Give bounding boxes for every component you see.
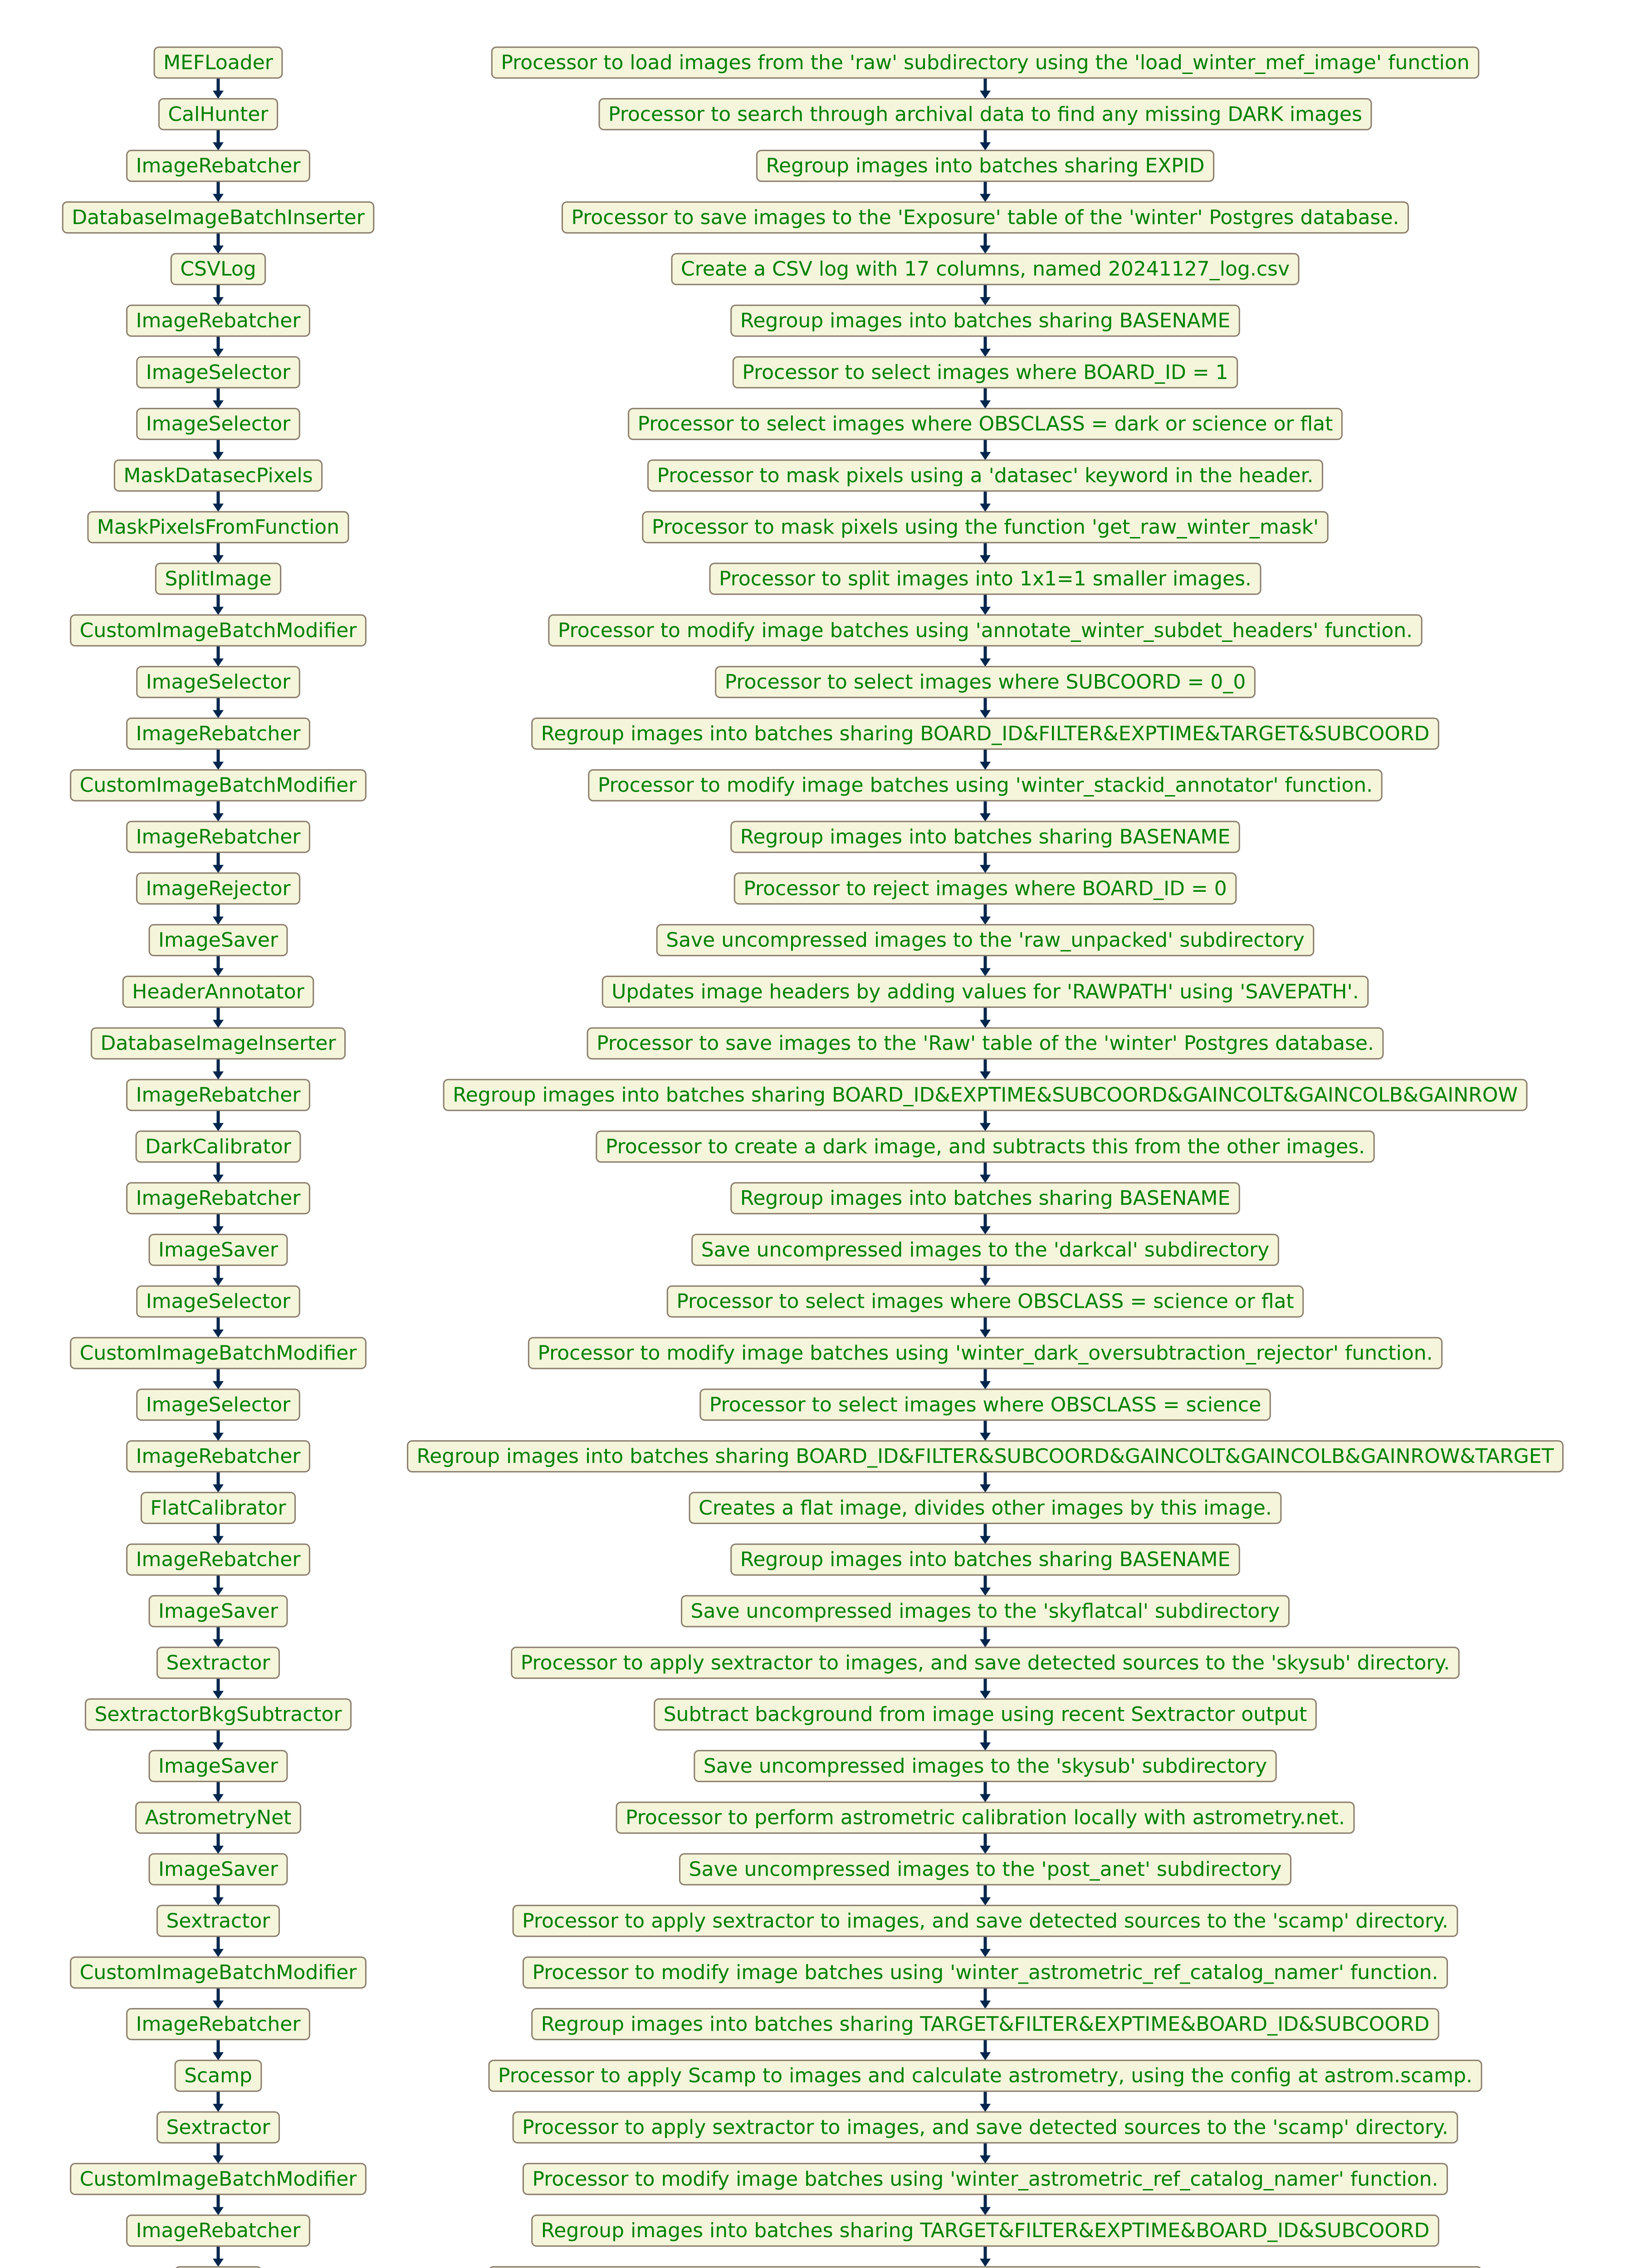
flow-arrow-right (980, 543, 991, 563)
step-description-box (444, 1080, 1527, 1110)
flow-arrow-left (213, 543, 224, 563)
flow-arrow-right (980, 1472, 991, 1493)
step-description-box-label: Processor to select images where OBSCLASS = science (709, 1393, 1261, 1417)
step-name-box-label: ImageSelector (146, 361, 291, 384)
step-name-box (149, 1234, 287, 1265)
flow-arrow-left (213, 1885, 224, 1906)
step-name-box (136, 1802, 301, 1833)
step-description-box-label: Processor to modify image batches using 'annotate_winter_subdet_headers' function. (557, 619, 1413, 642)
step-description-box (549, 615, 1422, 646)
step-description-box (532, 718, 1439, 749)
flow-arrow-right (980, 2039, 991, 2060)
step-description-box-label: Regroup images into batches sharing BOARD_ID&EXPTIME&SUBCOORD&GAINCOLT&GAINCOLB&GAINROW (453, 1083, 1518, 1107)
step-description-box-label: Subtract background from image using recent Sextractor output (663, 1703, 1307, 1726)
step-description-box (731, 821, 1240, 852)
flow-arrow-right (980, 1420, 991, 1441)
step-description-box (602, 976, 1368, 1007)
step-name-box-label: ImageRebatcher (136, 2219, 301, 2243)
step-name-box (171, 254, 265, 284)
step-description-box (562, 202, 1408, 233)
step-name-box (137, 1286, 300, 1317)
step-description-box-label: Processor to apply sextractor to images, and save detected sources to the 'scamp' directory. (522, 1909, 1448, 1933)
flow-arrow-left (213, 440, 224, 460)
step-description-box-label: Processor to modify image batches using 'winter_astrometric_ref_catalog_namer' function. (532, 1961, 1438, 1984)
step-description-box (648, 460, 1323, 491)
flow-arrow-left (213, 1833, 224, 1854)
step-name-box (154, 47, 282, 78)
step-description-box (587, 1028, 1383, 1059)
flow-arrow-left (213, 336, 224, 357)
step-name-box-label: MEFLoader (163, 51, 273, 74)
flow-arrow-right (980, 130, 991, 151)
flow-arrow-right (980, 181, 991, 202)
step-name-box-label: ImageSelector (146, 412, 291, 436)
flow-arrow-left (213, 852, 224, 873)
step-description-box-label: Processor to apply sextractor to images, and save detected sources to the 'skysub' directory. (520, 1651, 1450, 1675)
flow-arrow-left (213, 1472, 224, 1493)
flow-arrow-right (980, 698, 991, 719)
step-description-box-label: Regroup images into batches sharing BASENAME (740, 1548, 1231, 1571)
step-description-box-label: Processor to reject images where BOARD_ID = 0 (743, 877, 1227, 900)
flow-arrow-right (980, 1781, 991, 1802)
step-name-box-label: ImageRebatcher (136, 1083, 301, 1107)
step-name-box (149, 1596, 287, 1627)
step-description-box (682, 1596, 1289, 1627)
step-description-box (731, 305, 1240, 336)
step-description-box (757, 151, 1213, 181)
step-name-box (137, 873, 299, 904)
flow-arrow-left (213, 1317, 224, 1338)
step-name-box-label: CustomImageBatchModifier (79, 773, 357, 797)
flow-arrow-right (980, 2091, 991, 2112)
step-description-box (513, 2112, 1457, 2143)
step-description-box (523, 2164, 1447, 2195)
flow-arrow-left (213, 1575, 224, 1596)
flow-arrow-left (213, 1936, 224, 1957)
flow-arrow-right (980, 646, 991, 667)
step-description-box-label: Processor to save images to the 'Raw' table of the 'winter' Postgres database. (596, 1031, 1374, 1055)
flow-arrow-left (213, 1781, 224, 1802)
step-description-box-label: Regroup images into batches sharing BOARD_ID&FILTER&EXPTIME&TARGET&SUBCOORD (541, 722, 1430, 745)
flow-arrow-right (980, 491, 991, 512)
step-name-box (127, 2009, 310, 2039)
step-description-box (734, 873, 1236, 904)
step-name-box (149, 1750, 287, 1781)
step-name-box (137, 667, 300, 698)
step-name-box-label: Scamp (184, 2064, 252, 2087)
step-description-box (667, 1286, 1303, 1317)
step-name-box (159, 99, 277, 130)
step-description-box (733, 357, 1237, 388)
step-name-box (141, 1492, 295, 1523)
step-name-box (114, 460, 322, 491)
step-name-box-label: CSVLog (180, 257, 256, 281)
flow-arrow-left (213, 1162, 224, 1183)
flow-arrow-left (213, 2195, 224, 2215)
flow-arrow-left (213, 78, 224, 99)
step-name-box-label: ImageRebatcher (136, 154, 301, 178)
flow-arrow-right (980, 852, 991, 873)
step-description-box-label: Create a CSV log with 17 columns, named 20241127_log.csv (681, 257, 1290, 281)
flow-arrow-left (213, 1110, 224, 1131)
flow-arrow-left (213, 2039, 224, 2060)
step-description-box-label: Processor to save images to the 'Exposure' table of the 'winter' Postgres database. (571, 205, 1399, 229)
step-description-box (532, 2215, 1439, 2246)
step-description-box-label: Processor to create a dark image, and subtracts this from the other images. (605, 1135, 1365, 1158)
flow-arrow-right (980, 78, 991, 99)
step-description-box-label: Processor to load images from the 'raw' subdirectory using the 'load_winter_mef_image' function (501, 51, 1470, 74)
step-name-box (123, 976, 313, 1007)
step-description-box-label: Save uncompressed images to the 'raw_unpacked' subdirectory (666, 929, 1305, 952)
step-description-box (492, 47, 1478, 78)
step-name-box-label: Sextractor (166, 2116, 270, 2139)
flow-arrow-right (980, 1523, 991, 1544)
step-name-box-label: ImageRebatcher (136, 2012, 301, 2036)
step-name-box (157, 1647, 279, 1678)
step-description-box-label: Processor to mask pixels using a 'datasec' keyword in the header. (657, 464, 1314, 487)
flow-arrow-left (213, 1007, 224, 1028)
flow-arrow-left (213, 904, 224, 925)
step-name-box (88, 512, 348, 543)
flow-arrow-right (980, 749, 991, 770)
step-description-box (689, 1492, 1281, 1523)
flow-arrow-right (980, 233, 991, 254)
flow-arrow-left (213, 1214, 224, 1235)
flow-arrow-left (213, 1988, 224, 2009)
step-name-box-label: ImageSaver (158, 1857, 278, 1881)
flow-arrow-left (213, 388, 224, 409)
flow-arrow-right (980, 1833, 991, 1854)
step-name-box (127, 1441, 310, 1472)
flow-arrow-left (213, 2091, 224, 2112)
flow-arrow-right (980, 1730, 991, 1751)
step-description-box-label: Regroup images into batches sharing BOARD_ID&FILTER&SUBCOORD&GAINCOLT&GAINCOLB&GAINROW&TARGET (416, 1445, 1554, 1468)
step-description-box (731, 1544, 1240, 1575)
flow-arrow-right (980, 2195, 991, 2215)
step-name-box-label: ImageSaver (158, 1599, 278, 1623)
step-description-box-label: Processor to select images where OBSCLASS = science or flat (676, 1290, 1294, 1313)
step-description-box (512, 1647, 1459, 1678)
step-name-box (127, 2215, 310, 2246)
step-description-box-label: Processor to select images where BOARD_ID = 1 (742, 361, 1228, 384)
step-description-box-label: Save uncompressed images to the 'post_anet' subdirectory (689, 1857, 1282, 1881)
step-name-box (175, 2060, 261, 2091)
step-description-box (599, 99, 1371, 130)
step-name-box-label: DatabaseImageBatchInserter (72, 205, 365, 229)
step-name-box (127, 1183, 310, 1214)
step-description-box-label: Regroup images into batches sharing BASENAME (740, 825, 1231, 849)
flow-arrow-right (980, 1988, 991, 2009)
step-name-box-label: ImageSaver (158, 1754, 278, 1778)
step-name-box (157, 2112, 279, 2143)
flow-arrow-left (213, 1369, 224, 1389)
step-description-box (731, 1183, 1240, 1214)
step-name-box (137, 409, 300, 440)
step-name-box-label: MaskPixelsFromFunction (97, 515, 340, 539)
step-description-box (716, 667, 1255, 698)
step-description-box (589, 770, 1382, 801)
flow-arrow-left (213, 801, 224, 821)
flow-arrow-right (980, 336, 991, 357)
step-description-box-label: Creates a flat image, divides other images by this image. (699, 1496, 1272, 1520)
step-description-box-label: Processor to modify image batches using 'winter_stackid_annotator' function. (597, 773, 1373, 797)
step-name-box (136, 1131, 300, 1162)
step-description-box (616, 1802, 1354, 1833)
step-description-box (629, 409, 1342, 440)
step-name-box-label: ImageSaver (158, 929, 278, 952)
flow-arrow-right (980, 2143, 991, 2164)
flow-arrow-right (980, 1317, 991, 1338)
step-description-box-label: Regroup images into batches sharing BASENAME (740, 1187, 1231, 1210)
step-description-box-label: Processor to select images where SUBCOORD = 0_0 (724, 670, 1246, 694)
step-name-box (71, 1338, 366, 1369)
step-description-box (710, 563, 1261, 594)
step-description-box-label: Processor to mask pixels using the function 'get_raw_winter_mask' (651, 515, 1319, 539)
flow-arrow-left (213, 1730, 224, 1751)
step-name-box-label: Sextractor (166, 1909, 270, 1933)
step-name-box-label: ImageRebatcher (136, 1445, 301, 1468)
flow-arrow-right (980, 284, 991, 305)
step-description-box (596, 1131, 1374, 1162)
flow-arrow-left (213, 1420, 224, 1441)
step-name-box-label: ImageRebatcher (136, 1548, 301, 1571)
step-name-box (127, 1080, 310, 1110)
step-description-box-label: Processor to apply sextractor to images, and save detected sources to the 'scamp' directory. (522, 2116, 1448, 2139)
step-name-box-label: FlatCalibrator (150, 1496, 286, 1520)
flow-arrow-left (213, 2246, 224, 2267)
step-name-box (157, 1906, 279, 1936)
step-name-box-label: DatabaseImageInserter (100, 1031, 336, 1055)
step-description-box (680, 1854, 1291, 1885)
step-name-box-label: CustomImageBatchModifier (79, 2167, 357, 2191)
step-name-box-label: ImageRebatcher (136, 1187, 301, 1210)
step-name-box-label: CustomImageBatchModifier (79, 1961, 357, 1984)
step-description-box-label: Save uncompressed images to the 'darkcal' subdirectory (701, 1238, 1270, 1261)
flow-arrow-left (213, 956, 224, 977)
flow-arrow-right (980, 1110, 991, 1131)
step-description-box (657, 925, 1314, 956)
flow-arrow-right (980, 956, 991, 977)
step-description-box-label: Processor to select images where OBSCLASS = dark or science or flat (637, 412, 1333, 436)
step-name-box (71, 615, 366, 646)
step-name-box (156, 563, 280, 594)
step-name-box-label: AstrometryNet (145, 1806, 292, 1829)
flow-arrow-right (980, 1678, 991, 1699)
flow-arrow-right (980, 388, 991, 409)
flow-arrow-left (213, 1627, 224, 1647)
step-name-box-label: ImageRebatcher (136, 825, 301, 849)
step-description-box (655, 1699, 1316, 1730)
step-name-box-label: SplitImage (165, 567, 272, 591)
flow-arrow-left (213, 1265, 224, 1286)
step-description-box (528, 1338, 1442, 1369)
step-name-box-label: ImageSelector (146, 1393, 291, 1417)
flow-arrow-left (213, 181, 224, 202)
step-description-box (523, 1957, 1447, 1988)
flow-arrow-right (980, 1885, 991, 1906)
step-description-box (692, 1234, 1279, 1265)
flow-arrow-left (213, 749, 224, 770)
flow-arrow-right (980, 801, 991, 821)
step-description-box-label: Regroup images into batches sharing BASENAME (740, 309, 1231, 332)
step-name-box-label: ImageRejector (146, 877, 291, 900)
flow-arrow-right (980, 1575, 991, 1596)
step-name-box-label: CustomImageBatchModifier (79, 619, 357, 642)
flow-arrow-left (213, 233, 224, 254)
step-name-box-label: MaskDatasecPixels (123, 464, 313, 487)
step-name-box (127, 305, 310, 336)
step-name-box-label: ImageSaver (158, 1238, 278, 1261)
step-description-box (489, 2060, 1481, 2091)
step-name-box (149, 925, 287, 956)
step-description-box-label: Save uncompressed images to the 'skyflatcal' subdirectory (690, 1599, 1280, 1623)
step-name-box (63, 202, 374, 233)
flow-arrow-right (980, 1369, 991, 1389)
flow-arrow-left (213, 594, 224, 615)
step-name-box (127, 718, 310, 749)
step-description-box (408, 1441, 1563, 1472)
step-description-box (643, 512, 1328, 543)
flow-arrow-left (213, 2143, 224, 2164)
step-description-box (694, 1750, 1276, 1781)
flow-arrow-left (213, 284, 224, 305)
flow-arrow-right (980, 594, 991, 615)
flow-arrow-right (980, 1007, 991, 1028)
flow-arrow-right (980, 440, 991, 460)
step-name-box (71, 1957, 366, 1988)
step-name-box (127, 821, 310, 852)
step-name-box (71, 770, 366, 801)
step-description-box (532, 2009, 1439, 2039)
flow-arrow-left (213, 1523, 224, 1544)
flow-arrow-left (213, 1678, 224, 1699)
step-name-box-label: ImageSelector (146, 670, 291, 694)
flow-arrow-left (213, 491, 224, 512)
step-name-box-label: ImageSelector (146, 1290, 291, 1313)
step-description-box-label: Processor to perform astrometric calibration locally with astrometry.net. (626, 1806, 1345, 1829)
flow-arrow-right (980, 904, 991, 925)
step-name-box-label: Sextractor (166, 1651, 270, 1675)
step-description-box-label: Processor to search through archival data to find any missing DARK images (608, 103, 1362, 126)
step-description-box-label: Updates image headers by adding values for 'RAWPATH' using 'SAVEPATH'. (611, 980, 1359, 1003)
step-description-box-label: Processor to apply Scamp to images and calculate astrometry, using the config at astrom.scamp. (498, 2064, 1473, 2087)
step-name-box (85, 1699, 351, 1730)
flow-arrow-left (213, 646, 224, 667)
step-name-box-label: SextractorBkgSubtractor (94, 1703, 342, 1726)
step-name-box (137, 357, 300, 388)
step-description-box (700, 1389, 1270, 1420)
flow-arrow-right (980, 1265, 991, 1286)
step-name-box (71, 2164, 366, 2195)
step-description-box-label: Regroup images into batches sharing EXPID (766, 154, 1205, 178)
step-description-box (672, 254, 1299, 284)
step-name-box-label: HeaderAnnotator (132, 980, 304, 1003)
step-description-box (513, 1906, 1457, 1936)
step-name-box (91, 1028, 345, 1059)
step-description-box-label: Processor to modify image batches using 'winter_dark_oversubtraction_rejector' function. (538, 1341, 1433, 1365)
step-description-box-label: Save uncompressed images to the 'skysub' subdirectory (703, 1754, 1267, 1778)
step-name-box-label: CustomImageBatchModifier (79, 1341, 357, 1365)
flow-arrow-right (980, 1162, 991, 1183)
step-name-box-label: ImageRebatcher (136, 722, 301, 745)
step-description-box-label: Regroup images into batches sharing TARGET&FILTER&EXPTIME&BOARD_ID&SUBCOORD (541, 2219, 1430, 2243)
step-name-box-label: CalHunter (168, 103, 269, 126)
flow-arrow-right (980, 1059, 991, 1080)
flow-arrow-left (213, 130, 224, 151)
step-name-box (137, 1389, 300, 1420)
flow-arrow-right (980, 1214, 991, 1235)
step-name-box-label: ImageRebatcher (136, 309, 301, 332)
step-name-box (127, 1544, 310, 1575)
step-name-box (127, 151, 310, 181)
step-description-box-label: Processor to split images into 1x1=1 smaller images. (719, 567, 1252, 591)
flow-arrow-right (980, 1627, 991, 1647)
step-description-box-label: Regroup images into batches sharing TARGET&FILTER&EXPTIME&BOARD_ID&SUBCOORD (541, 2012, 1430, 2036)
step-name-box-label: DarkCalibrator (145, 1135, 291, 1158)
step-description-box-label: Processor to modify image batches using 'winter_astrometric_ref_catalog_namer' function. (532, 2167, 1438, 2191)
flow-arrow-right (980, 2246, 991, 2267)
flow-arrow-right (980, 1936, 991, 1957)
flow-arrow-left (213, 1059, 224, 1080)
step-name-box (149, 1854, 287, 1885)
flow-arrow-left (213, 698, 224, 719)
